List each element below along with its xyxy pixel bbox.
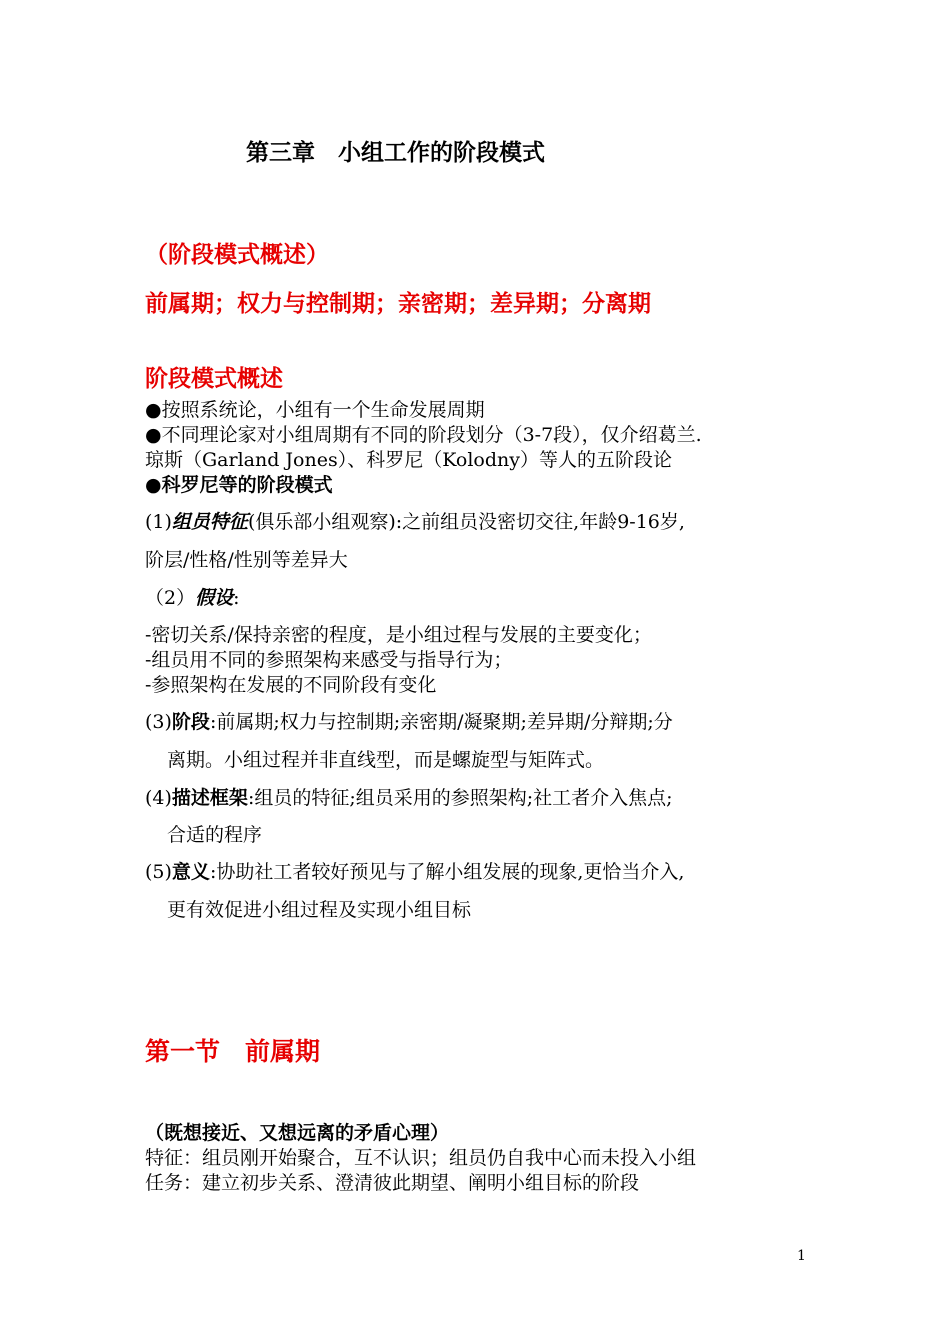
item-3-num: (3) — [145, 711, 172, 733]
bullet-theorists-line1: ●不同理论家对小组周期有不同的阶段划分（3-7段），仅介绍葛兰. — [145, 424, 702, 446]
item-2-colon: : — [233, 587, 240, 609]
stages-line: 前属期；权力与控制期；亲密期；差异期；分离期 — [145, 291, 651, 317]
item-2-line2: -组员用不同的参照架构来感受与指导行为； — [145, 649, 513, 671]
item-5-line1 — [145, 860, 684, 885]
section-1-tasks: 任务：建立初步关系、澄清彼此期望、阐明小组目标的阶段 — [145, 1172, 640, 1194]
item-5-text: :协助社工者较好预见与了解小组发展的现象,更恰当介入, — [209, 861, 685, 883]
item-3-line2: 离期。小组过程并非直线型，而是螺旋型与矩阵式。 — [167, 749, 605, 771]
item-3-text: :前属期;权力与控制期;亲密期/凝聚期;差异期/分辩期;分 — [209, 711, 673, 733]
item-1-num: (1) — [145, 511, 172, 533]
item-5-label: 意义 — [171, 861, 210, 883]
bullet-theorists-line2: 琼斯（Garland Jones）、科罗尼（Kolodny）等人的五阶段论 — [145, 449, 672, 471]
item-2-label: 假设 — [195, 587, 234, 609]
section-1-subheading: （既想接近、又想远离的矛盾心理） — [145, 1122, 450, 1144]
item-5-line2: 更有效促进小组过程及实现小组目标 — [167, 899, 472, 921]
item-2-line3: -参照架构在发展的不同阶段有变化 — [145, 674, 437, 696]
item-4-text: :组员的特征;组员采用的参照架构;社工者介入焦点; — [247, 787, 673, 809]
bullet-kolodny-model: ●科罗尼等的阶段模式 — [145, 474, 333, 496]
chapter-title: 第三章 小组工作的阶段模式 — [246, 140, 545, 166]
section-1-features: 特征：组员刚开始聚合，互不认识；组员仍自我中心而未投入小组 — [145, 1147, 697, 1169]
item-2-num: （2） — [145, 587, 196, 609]
overview-paren-heading: （阶段模式概述） — [145, 242, 329, 268]
item-2-heading — [145, 586, 240, 611]
item-3-label: 阶段 — [171, 711, 210, 733]
item-4-label: 描述框架 — [171, 787, 248, 809]
item-4-line2: 合适的程序 — [167, 824, 263, 846]
page-number: 1 — [797, 1248, 806, 1264]
section-1-heading: 第一节 前属期 — [145, 1037, 321, 1066]
item-4-line1 — [145, 786, 673, 811]
item-1-text: (俱乐部小组观察):之前组员没密切交往,年龄9-16岁, — [247, 511, 685, 533]
bullet-systems-theory: ●按照系统论，小组有一个生命发展周期 — [145, 399, 485, 421]
item-4-num: (4) — [145, 787, 172, 809]
item-2-line1: -密切关系/保持亲密的程度，是小组过程与发展的主要变化； — [145, 624, 652, 646]
overview-heading: 阶段模式概述 — [145, 366, 283, 392]
item-3-line1 — [145, 710, 673, 735]
item-1-line2: 阶层/性格/性别等差异大 — [145, 549, 348, 571]
item-1-label: 组员特征 — [171, 511, 248, 533]
item-5-num: (5) — [145, 861, 172, 883]
item-1-line1 — [145, 510, 685, 535]
